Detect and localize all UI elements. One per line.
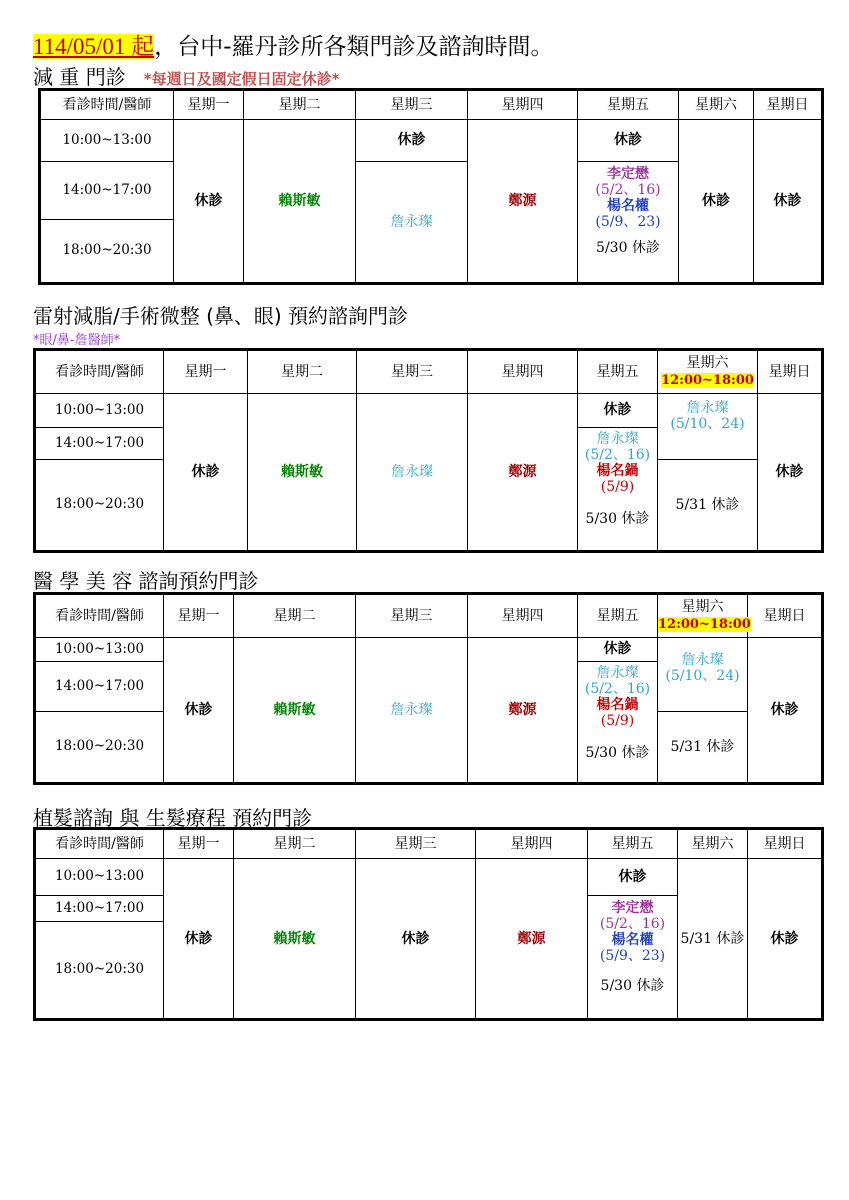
fri-pm-doctors (578, 662, 658, 784)
header-day: 星期二 (244, 90, 356, 120)
time-slot: 18:00~20:30 (35, 712, 164, 784)
thu-doctor: 鄭源 (468, 638, 578, 784)
section-hair-title: 植髮諮詢 與 生髮療程 預約門診 (33, 806, 313, 830)
doctor-li-dates: (5/2、16) (599, 916, 666, 933)
time-slot: 10:00~13:00 (35, 859, 164, 896)
table-row (35, 394, 823, 428)
wed-closed: 休診 (356, 859, 476, 1020)
header-day: 星期六 (686, 355, 729, 372)
header-day: 星期二 (248, 350, 357, 394)
sat-doctor-name: 詹永璨 (681, 652, 724, 668)
doctor-li-dates: (5/2、16) (595, 182, 661, 199)
header-row (40, 90, 823, 120)
header-day: 星期六 (681, 599, 724, 616)
laser-table (33, 348, 824, 553)
doctor-yang-dates: (5/9、23) (595, 214, 661, 231)
doctor-yang-dates: (5/9) (600, 479, 635, 496)
page-title (33, 28, 554, 61)
fri-am-closed: 休診 (578, 394, 658, 428)
wed-am-closed: 休診 (356, 120, 468, 162)
header-saturday (658, 594, 751, 638)
section-aesthetic-title: 醫 學 美 容 諮詢預約門診 (33, 569, 259, 593)
header-day: 星期日 (748, 829, 823, 859)
mon-closed: 休診 (164, 859, 234, 1020)
tue-doctor: 賴斯敏 (234, 859, 356, 1020)
section-weight-loss-title (33, 61, 339, 90)
header-day: 星期四 (468, 90, 578, 120)
section-title: 減 重 門診 (33, 65, 126, 89)
header-saturday (658, 350, 758, 394)
time-slot: 10:00~13:00 (35, 394, 164, 428)
header-day: 星期五 (578, 594, 658, 638)
header-row (35, 594, 823, 638)
sun-closed: 休診 (754, 120, 823, 284)
sat-doctor-dates: (5/10、24) (670, 416, 745, 433)
doctor-zhan-dates: (5/2、16) (584, 447, 651, 464)
header-day: 星期三 (356, 90, 468, 120)
header-day: 星期二 (234, 594, 356, 638)
doctor-yang: 楊名權 (607, 198, 649, 215)
fri-am-closed: 休診 (588, 859, 678, 896)
fri-pm-doctors (588, 896, 678, 1020)
eye-nose-note: *眼/鼻-詹醫師* (33, 333, 121, 348)
header-day: 星期六 (679, 90, 754, 120)
table-row (40, 120, 823, 162)
fri-closed-note: 5/30 休診 (596, 240, 660, 257)
header-day: 星期日 (754, 90, 823, 120)
wed-doctor: 詹永璨 (356, 162, 468, 284)
thu-doctor: 鄭源 (468, 394, 578, 552)
sat-closed-note: 5/31 休診 (678, 859, 748, 1020)
sun-closed: 休診 (748, 859, 823, 1020)
saturday-hours: 12:00~18:00 (661, 372, 754, 388)
header-row (35, 350, 823, 394)
doctor-yang-dates: (5/9、23) (599, 948, 666, 965)
header-day: 星期日 (748, 594, 823, 638)
sat-closed: 休診 (679, 120, 754, 284)
header-day: 星期一 (164, 350, 248, 394)
fri-am-closed: 休診 (578, 120, 679, 162)
doctor-zhan: 詹永璨 (596, 665, 639, 681)
tue-doctor: 賴斯敏 (244, 120, 356, 284)
doctor-zhan-dates: (5/2、16) (584, 681, 651, 698)
mon-closed: 休診 (164, 638, 234, 784)
header-time-doctor: 看診時間/醫師 (35, 594, 164, 638)
time-slot: 14:00~17:00 (40, 162, 174, 220)
fri-pm-doctors (578, 162, 679, 284)
time-slot: 18:00~20:30 (40, 220, 174, 284)
sat-doctor (658, 394, 758, 460)
header-row (35, 829, 823, 859)
header-time-doctor: 看診時間/醫師 (40, 90, 174, 120)
sun-closed: 休診 (758, 394, 823, 552)
fri-closed-note: 5/30 休診 (585, 745, 650, 762)
tue-doctor: 賴斯敏 (234, 638, 356, 784)
header-day: 星期三 (356, 829, 476, 859)
fri-closed-note: 5/30 休診 (600, 978, 665, 995)
sat-doctor (658, 638, 748, 712)
title-text: ，台中-羅丹診所各類門診及諮詢時間。 (154, 34, 554, 60)
header-day: 星期四 (476, 829, 588, 859)
section-laser-title: 雷射減脂/手術微整 (鼻、眼) 預約諮詢門診 (33, 304, 409, 328)
sat-doctor-name: 詹永璨 (686, 400, 729, 416)
fri-pm-doctors (578, 428, 658, 552)
header-day: 星期二 (234, 829, 356, 859)
sat-closed-note: 5/31 休診 (658, 712, 748, 784)
doctor-yang-dates: (5/9) (600, 713, 635, 730)
header-time-doctor: 看診時間/醫師 (35, 829, 164, 859)
time-slot: 14:00~17:00 (35, 896, 164, 922)
time-slot: 14:00~17:00 (35, 428, 164, 460)
weight-loss-table (38, 88, 824, 285)
doctor-zhan: 詹永璨 (596, 431, 639, 447)
doctor-li: 李定懋 (611, 900, 654, 917)
tue-doctor: 賴斯敏 (248, 394, 357, 552)
thu-doctor: 鄭源 (468, 120, 578, 284)
header-day: 星期四 (468, 594, 578, 638)
time-slot: 18:00~20:30 (35, 922, 164, 1020)
sat-doctor-dates: (5/10、24) (665, 668, 740, 685)
header-day: 星期五 (588, 829, 678, 859)
doctor-yang: 楊名鍋 (596, 463, 639, 480)
hair-table (33, 827, 824, 1021)
header-day: 星期三 (356, 594, 468, 638)
header-day: 星期五 (578, 90, 679, 120)
saturday-hours: 12:00~18:00 (658, 616, 751, 632)
header-day: 星期三 (357, 350, 468, 394)
time-slot: 18:00~20:30 (35, 460, 164, 552)
header-day: 星期六 (678, 829, 748, 859)
effective-date: 114/05/01 起 (33, 34, 155, 59)
fri-am-closed: 休診 (578, 638, 658, 662)
sat-closed-note: 5/31 休診 (658, 460, 758, 552)
fri-closed-note: 5/30 休診 (585, 511, 650, 528)
mon-closed: 休診 (174, 120, 244, 284)
header-day: 星期一 (164, 594, 234, 638)
aesthetic-table (33, 592, 824, 785)
wed-doctor: 詹永璨 (356, 638, 468, 784)
table-row (35, 859, 823, 896)
time-slot: 10:00~13:00 (35, 638, 164, 662)
header-time-doctor: 看診時間/醫師 (35, 350, 164, 394)
time-slot: 14:00~17:00 (35, 662, 164, 712)
mon-closed: 休診 (164, 394, 248, 552)
table-row (35, 638, 823, 662)
header-day: 星期五 (578, 350, 658, 394)
sun-closed: 休診 (748, 638, 823, 784)
header-day: 星期一 (174, 90, 244, 120)
time-slot: 10:00~13:00 (40, 120, 174, 162)
doctor-yang: 楊名鍋 (596, 697, 639, 714)
thu-doctor: 鄭源 (476, 859, 588, 1020)
holiday-note: *每週日及國定假日固定休診* (143, 70, 340, 88)
header-day: 星期日 (758, 350, 823, 394)
header-day: 星期一 (164, 829, 234, 859)
wed-doctor: 詹永璨 (357, 394, 468, 552)
header-day: 星期四 (468, 350, 578, 394)
doctor-yang: 楊名權 (611, 932, 654, 949)
doctor-li: 李定懋 (607, 166, 649, 182)
